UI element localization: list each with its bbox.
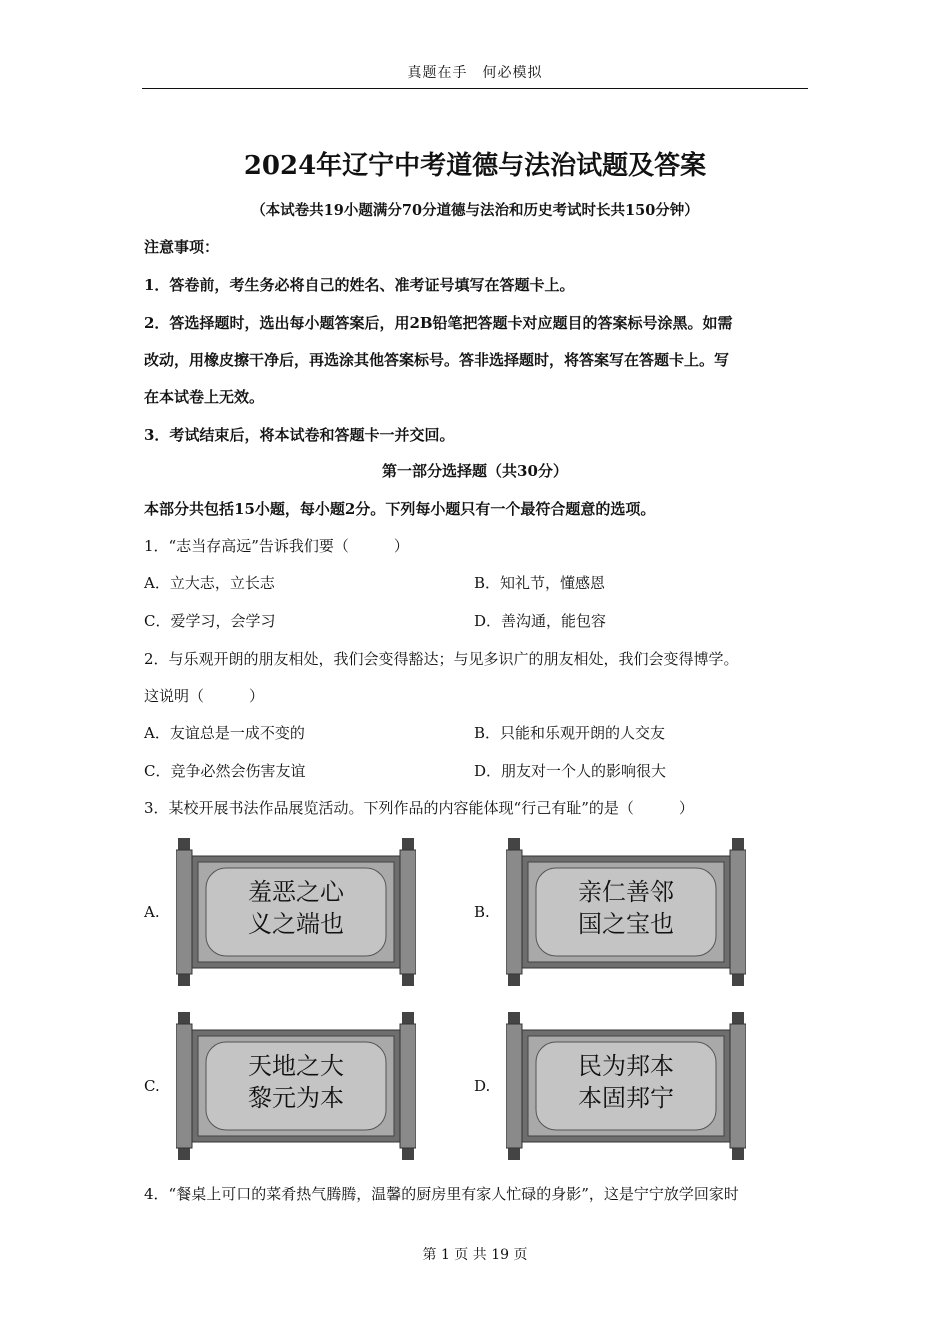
page-title: 2024年辽宁中考道德与法治试题及答案 [243, 151, 707, 181]
q3-stem: 3．某校开展书法作品展览活动。下列作品的内容能体现“行己有耻”的是（ ） [144, 799, 694, 817]
q2-option-d: D．朋友对一个人的影响很大 [474, 762, 667, 780]
scroll-text-line-2: 国之宝也 [578, 910, 674, 938]
q3-option-a-scroll [176, 838, 416, 986]
q3-option-d-scroll [506, 1012, 746, 1160]
q2-option-a: A．友谊总是一成不变的 [144, 724, 305, 742]
part1-intro: 本部分共包括15小题，每小题2分。下列每小题只有一个最符合题意的选项。 [144, 500, 656, 518]
scroll-text-line-1: 天地之大 [248, 1052, 344, 1080]
notice-item-2-line-2: 改动，用橡皮擦干净后，再选涂其他答案标号。答非选择题时，将答案写在答题卡上。写 [144, 351, 730, 369]
q1-option-d: D．善沟通，能包容 [474, 612, 607, 630]
q3-option-c-label: C. [144, 1077, 160, 1095]
q4-stem: 4．“餐桌上可口的菜肴热气腾腾，温馨的厨房里有家人忙碌的身影”，这是宁宁放学回家时 [144, 1185, 739, 1203]
page-subtitle: （本试卷共19小题满分70分道德与法治和历史考试时长共150分钟） [251, 202, 699, 219]
scroll-text-line-1: 亲仁善邻 [578, 878, 674, 906]
page-footer: 第 1 页 共 19 页 [422, 1247, 528, 1263]
part1-heading: 第一部分选择题（共30分） [382, 462, 568, 480]
scroll-text-line-1: 民为邦本 [578, 1052, 674, 1080]
q3-option-b-label: B. [474, 903, 490, 921]
notice-item-1: 1．答卷前，考生务必将自己的姓名、准考证号填写在答题卡上。 [144, 276, 575, 294]
notice-item-3: 3．考试结束后，将本试卷和答题卡一并交回。 [144, 426, 455, 444]
q1-stem: 1．“志当存高远”告诉我们要（ ） [144, 537, 409, 555]
q3-option-b-scroll [506, 838, 746, 986]
q1-option-c: C．爱学习，会学习 [144, 612, 276, 630]
scroll-text-line-2: 本固邦宁 [578, 1084, 674, 1112]
notice-item-2-line-3: 在本试卷上无效。 [144, 388, 265, 406]
notice-heading: 注意事项： [144, 238, 220, 256]
q3-option-c-scroll [176, 1012, 416, 1160]
q3-option-d-label: D. [474, 1077, 491, 1095]
q2-option-b: B．只能和乐观开朗的人交友 [474, 724, 666, 742]
q2-stem-line-2: 这说明（ ） [144, 687, 265, 705]
q2-option-c: C．竞争必然会伤害友谊 [144, 762, 306, 780]
q2-stem-line-1: 2．与乐观开朗的朋友相处，我们会变得豁达；与见多识广的朋友相处，我们会变得博学。 [144, 650, 739, 668]
scroll-text-line-2: 义之端也 [248, 910, 344, 938]
q1-option-b: B．知礼节，懂感恩 [474, 574, 606, 592]
page-header: 真题在手 何必模拟 [407, 65, 543, 81]
scroll-text-line-2: 黎元为本 [248, 1084, 344, 1112]
q1-option-a: A．立大志，立长志 [144, 574, 275, 592]
header-divider [142, 88, 808, 89]
notice-item-2-line-1: 2．答选择题时，选出每小题答案后，用2B铅笔把答题卡对应题目的答案标号涂黑。如需 [144, 314, 733, 332]
scroll-text-line-1: 羞恶之心 [248, 878, 344, 906]
q3-option-a-label: A. [144, 903, 160, 921]
